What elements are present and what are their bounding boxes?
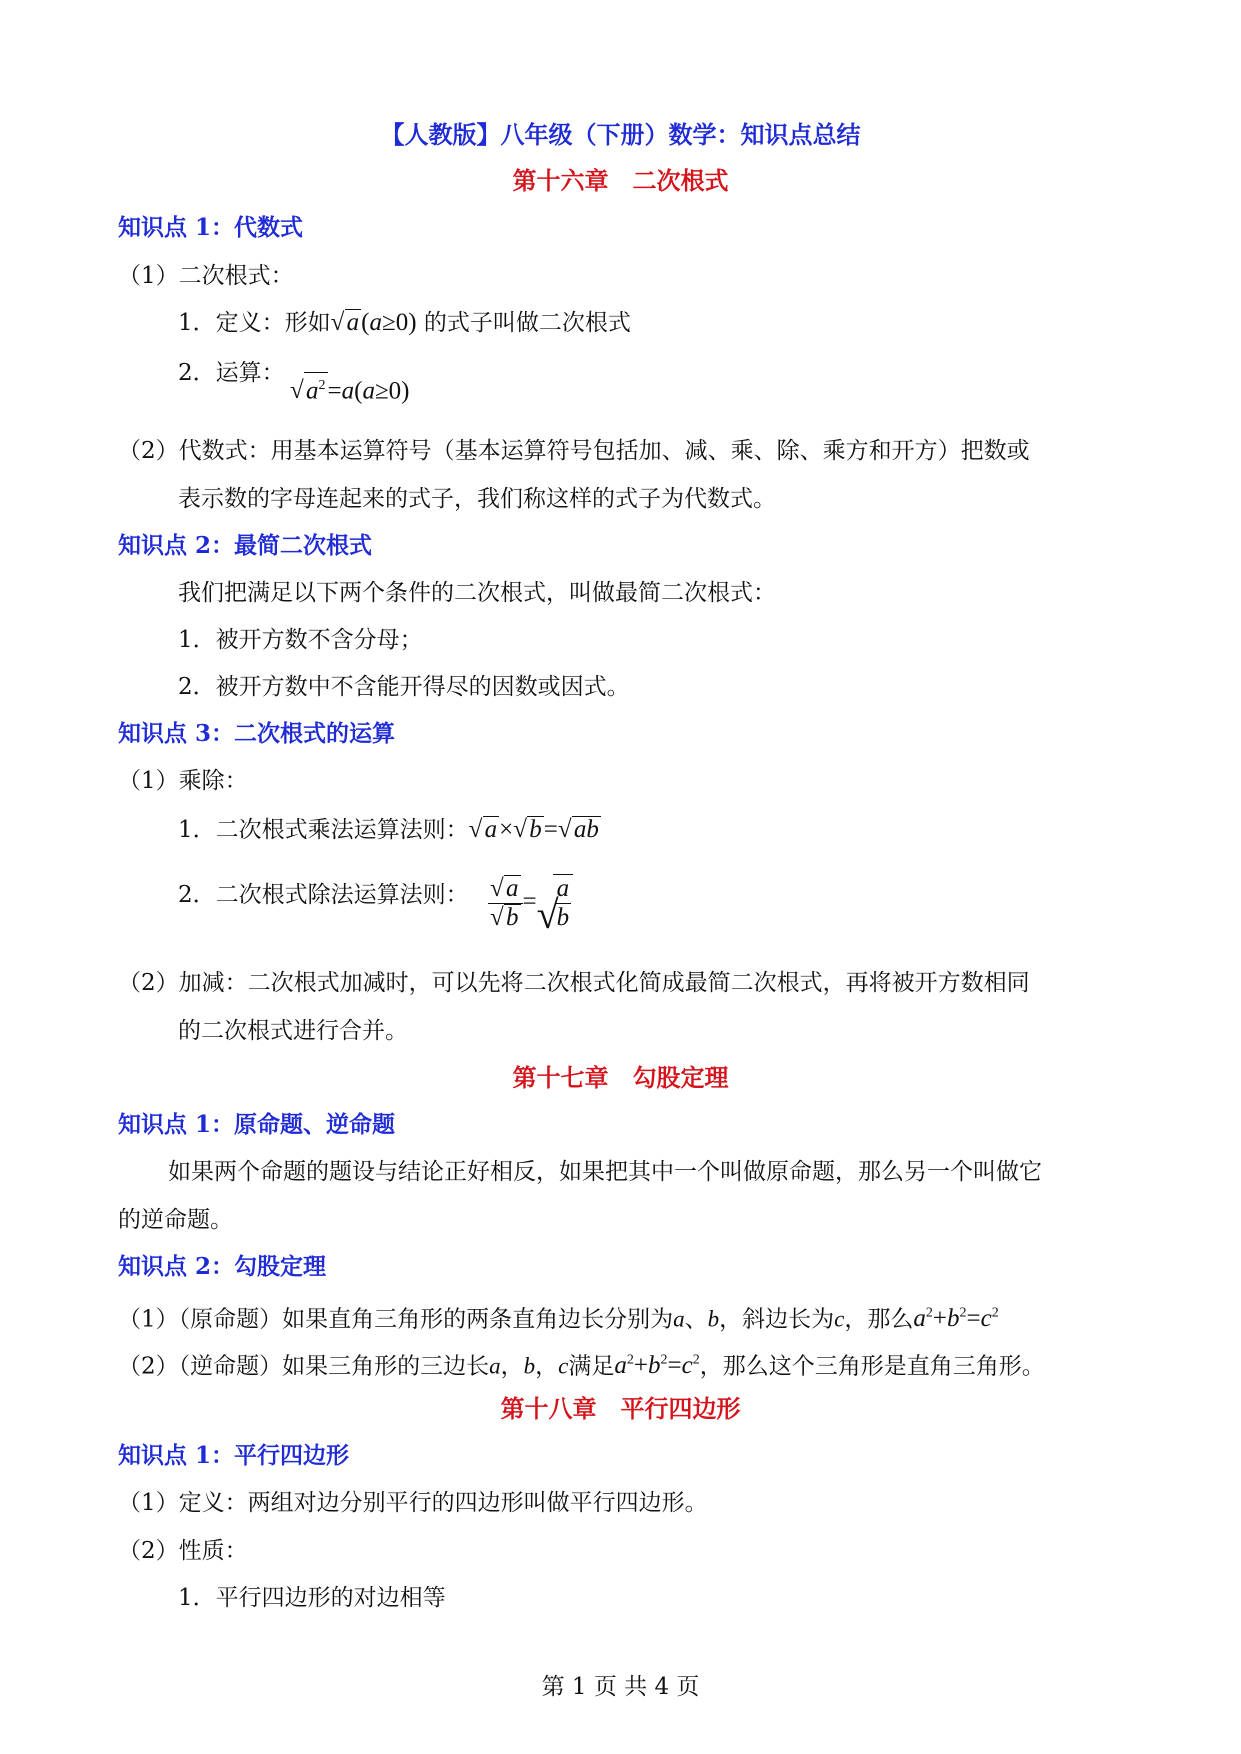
- division-formula: √ a √ b = √ $\frac{a}{b}$: [488, 874, 573, 932]
- pythagorean-text-a: （1）（原命题）如果直角三角形的两条直角边长分别为: [118, 1306, 674, 1333]
- section-mul-div: （1）乘除：: [118, 768, 248, 794]
- definition-line: [178, 308, 631, 338]
- parallelogram-definition: （1）定义：两组对边分别平行的四边形叫做平行四边形。: [118, 1490, 708, 1516]
- parallelogram-properties: （2）性质：: [118, 1538, 248, 1564]
- converse-text-1: 如果两个命题的题设与结论正好相反，如果把其中一个叫做原命题，那么另一个叫做它: [168, 1159, 1042, 1185]
- document-title: 【人教版】八年级（下册）数学：知识点总结: [380, 120, 861, 149]
- add-sub-rule-1: （2）加减：二次根式加减时，可以先将二次根式化简成最简二次根式，再将被开方数相同: [118, 970, 1030, 996]
- kp-heading-radical-operations: 知识点 3：二次根式的运算: [118, 720, 396, 747]
- add-sub-rule-2: 的二次根式进行合并。: [178, 1018, 408, 1044]
- kp-heading-algebraic-expression: 知识点 1：代数式: [118, 214, 304, 241]
- converse-formula: $a^2+b^2=c^2$: [614, 1352, 700, 1380]
- operation-line: [178, 358, 285, 388]
- definition-suffix: 的式子叫做二次根式: [416, 310, 631, 336]
- converse-text-2: 的逆命题。: [118, 1207, 233, 1233]
- section-quadratic-radical: （1）二次根式：: [118, 263, 294, 289]
- operation-formula: √ $a^2=a(a\ge 0)$: [290, 372, 409, 406]
- operation-prefix: 2．运算：: [178, 360, 285, 386]
- pythagorean-converse: （2）（逆命题）如果三角形的三边长a，b，c满足$a^2+b^2=c^2$，那么这个三角形是直角三角形。: [118, 1352, 1045, 1380]
- pythagorean-text-b: 、: [684, 1306, 708, 1333]
- multiplication-formula: √ a× √ b= √ ab: [468, 816, 599, 843]
- page-number: 第 1 页 共 4 页: [541, 1674, 700, 1700]
- definition-prefix: 1．定义：形如: [178, 310, 331, 336]
- simplest-radical-item-1: 1．被开方数不含分母；: [178, 627, 423, 653]
- pythagorean-formula: $a^2+b^2=c^2$: [913, 1305, 999, 1333]
- simplest-radical-item-2: 2．被开方数中不含能开得尽的因数或因式。: [178, 674, 630, 700]
- kp-heading-pythagorean: 知识点 2：勾股定理: [118, 1253, 327, 1280]
- kp-heading-simplest-radical: 知识点 2：最简二次根式: [118, 532, 373, 559]
- algebraic-expression-def-1: （2）代数式：用基本运算符号（基本运算符号包括加、减、乘、除、乘方和开方）把数或: [118, 438, 1030, 464]
- converse-text-c: 满足: [568, 1353, 615, 1380]
- division-rule: [178, 880, 469, 910]
- kp-heading-converse: 知识点 1：原命题、逆命题: [118, 1111, 396, 1138]
- definition-formula: √ a(a≥0): [330, 309, 417, 336]
- pythagorean-text-d: ，那么: [844, 1306, 914, 1333]
- multiplication-prefix: 1．二次根式乘法运算法则：: [178, 817, 469, 843]
- simplest-radical-intro: 我们把满足以下两个条件的二次根式，叫做最简二次根式：: [178, 580, 776, 606]
- chapter-18-title: 第十八章 平行四边形: [500, 1394, 741, 1423]
- chapter-16-title: 第十六章 二次根式: [512, 166, 729, 195]
- kp-heading-parallelogram: 知识点 1：平行四边形: [118, 1442, 350, 1469]
- converse-text-a: （2）（逆命题）如果三角形的三边长: [118, 1353, 490, 1380]
- pythagorean-theorem: （1）（原命题）如果直角三角形的两条直角边长分别为a、b，斜边长为c，那么$a^2+b^2=c^2$: [118, 1305, 999, 1333]
- converse-text-b2: ，: [535, 1353, 559, 1380]
- chapter-17-title: 第十七章 勾股定理: [512, 1063, 729, 1092]
- division-prefix: 2．二次根式除法运算法则：: [178, 882, 469, 908]
- algebraic-expression-def-2: 表示数的字母连起来的式子，我们称这样的式子为代数式。: [178, 486, 776, 512]
- multiplication-rule: [178, 815, 601, 845]
- converse-text-b: ，: [500, 1353, 524, 1380]
- pythagorean-text-c: ，斜边长为: [719, 1306, 835, 1333]
- converse-text-d: ，那么这个三角形是直角三角形。: [699, 1353, 1045, 1380]
- parallelogram-property-1: 1．平行四边形的对边相等: [178, 1585, 446, 1611]
